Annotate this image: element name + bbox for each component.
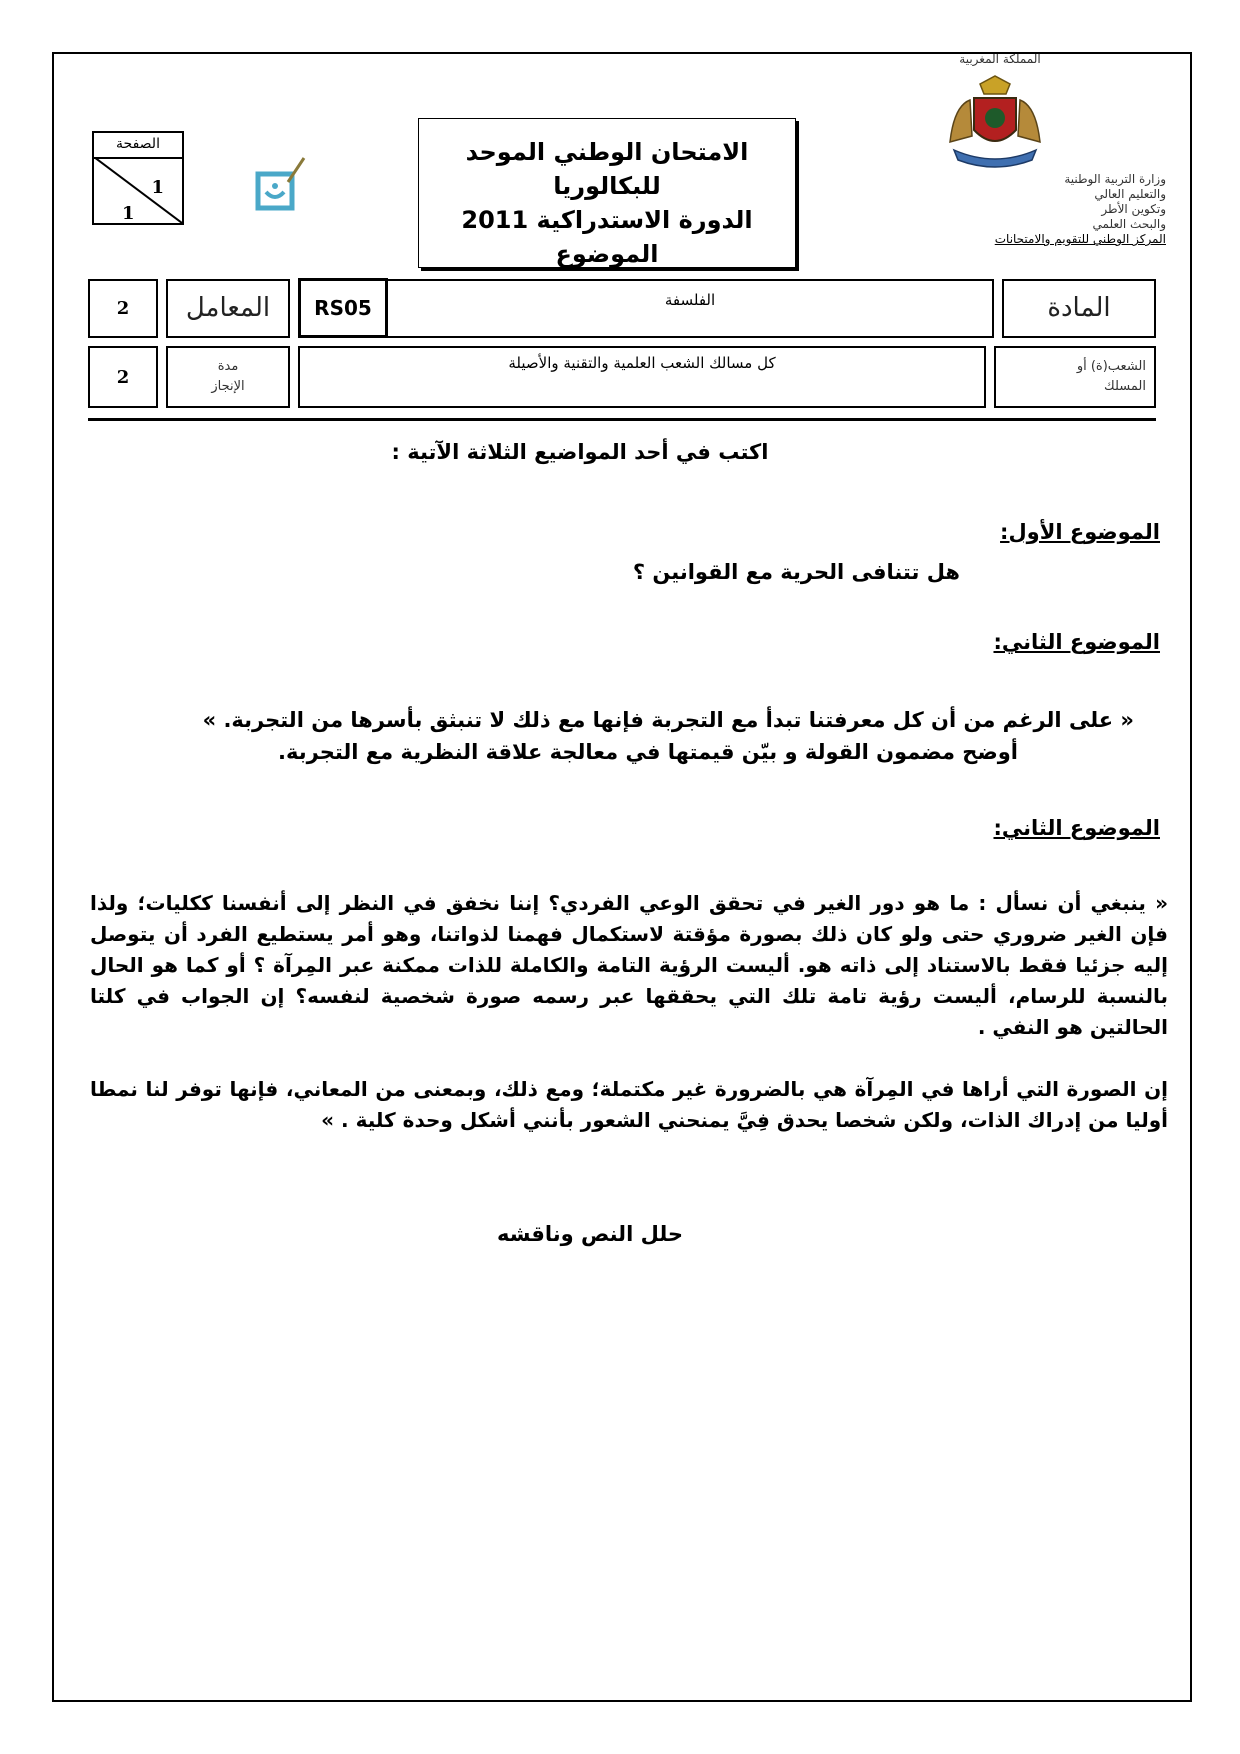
- table-gap: [289, 347, 299, 407]
- table-gap: [157, 280, 167, 337]
- table-gap: [985, 347, 995, 407]
- subject1-heading: الموضوع الأول:: [1000, 520, 1160, 544]
- duration-label-line: مدة: [217, 359, 239, 374]
- ministry-block: [866, 172, 1166, 247]
- coat-of-arms-icon: [940, 72, 1050, 168]
- ministry-line: وزارة التربية الوطنية: [1064, 172, 1166, 186]
- duration-label-line: الإنجاز: [211, 379, 245, 394]
- subject2-heading: الموضوع الثاني:: [993, 630, 1160, 654]
- branch-value: كل مسالك الشعب العلمية والتقنية والأصيلة: [299, 347, 985, 407]
- page-label: الصفحة: [94, 133, 182, 159]
- exam-title: الامتحان الوطني الموحد للبكالوريا: [465, 138, 749, 200]
- subject3-paragraph2: إن الصورة التي أراها في المِرآة هي بالضرورة غير مكتملة؛ ومع ذلك، وبمعنى من المعاني، فإنها توفر لنا نمطا أوليا من إدراك الذات، ولكن شخصا يحدق فِيَّ يمنحني الشعور بأنني أشكل وحدة كلية . »: [90, 1077, 1168, 1132]
- duration-value: 2: [89, 347, 157, 407]
- coefficient-label: المعامل: [167, 280, 289, 337]
- instruction: اكتب في أحد المواضيع الثلاثة الآتية :: [391, 440, 769, 464]
- ministry-line: والبحث العلمي: [1092, 217, 1166, 231]
- subject-code: RS05: [300, 280, 387, 337]
- page-diagonal: [94, 157, 182, 223]
- exam-session: الدورة الاستدراكية 2011: [461, 206, 753, 234]
- subject2-quote: « على الرغم من أن كل معرفتنا تبدأ مع التجربة فإنها مع ذلك لا تنبثق بأسرها من التجربة. »: [202, 708, 1134, 732]
- subject1-question: هل تتنافى الحرية مع القوانين ؟: [632, 560, 960, 584]
- branch-label: [995, 347, 1155, 407]
- info-table-row1: [88, 278, 1156, 338]
- table-gap: [289, 280, 300, 337]
- subject3-heading: الموضوع الثاني:: [993, 816, 1160, 840]
- page-number-box: [92, 131, 184, 225]
- page-current: 1: [151, 177, 164, 198]
- ministry-line: وتكوين الأطر: [1101, 202, 1166, 216]
- branch-label-line: المسلك: [1104, 379, 1146, 394]
- info-table-row2: [88, 346, 1156, 408]
- subject3-paragraph1: « ينبغي أن نسأل : ما هو دور الغير في تحقق الوعي الفردي؟ إننا نخفق في النظر إلى أنفسنا ككليات؛ ولذا فإن الغير ضروري حتى ولو كان ذلك بصورة مؤقتة لاستكمال فهمنا لذواتنا، وهو أمر يستطيع الفرد أن يتوصل إليه جزئيا فقط بالاستناد إلى ذاته هو. أليست الرؤية التامة والكاملة للذات ممكنة عبر المِرآة ؟ أو كما هو الحال بالنسبة للرسام، أليست رؤية تامة تلك التي يحققها عبر رسمه صورة شخصية لنفسه؟ إن الجواب في كلتا الحالتين هو النفي .: [90, 891, 1168, 1039]
- coefficient-value: 2: [89, 280, 157, 337]
- page-total: 1: [122, 203, 135, 224]
- ministry-line: والتعليم العالي: [1094, 187, 1166, 201]
- duration-label: [167, 347, 289, 407]
- subject-value: الفلسفة: [387, 280, 994, 337]
- subject-label: المادة: [1003, 280, 1155, 337]
- exam-title-box: [418, 118, 796, 268]
- subject3-task: حلل النص وناقشه: [496, 1222, 684, 1246]
- ministry-line: المركز الوطني للتقويم والامتحانات: [994, 232, 1166, 246]
- exam-subject-heading: الموضوع: [555, 240, 659, 268]
- table-gap: [993, 280, 1003, 337]
- table-gap: [157, 347, 167, 407]
- exam-center-logo-icon: [252, 152, 310, 214]
- kingdom-label: المملكة المغربية: [959, 52, 1041, 66]
- subject2-task: أوضح مضمون القولة و بيّن قيمتها في معالجة علاقة النظرية مع التجربة.: [278, 740, 1018, 764]
- header-divider: [88, 418, 1156, 421]
- branch-label-line: الشعب(ة) أو: [1076, 359, 1146, 374]
